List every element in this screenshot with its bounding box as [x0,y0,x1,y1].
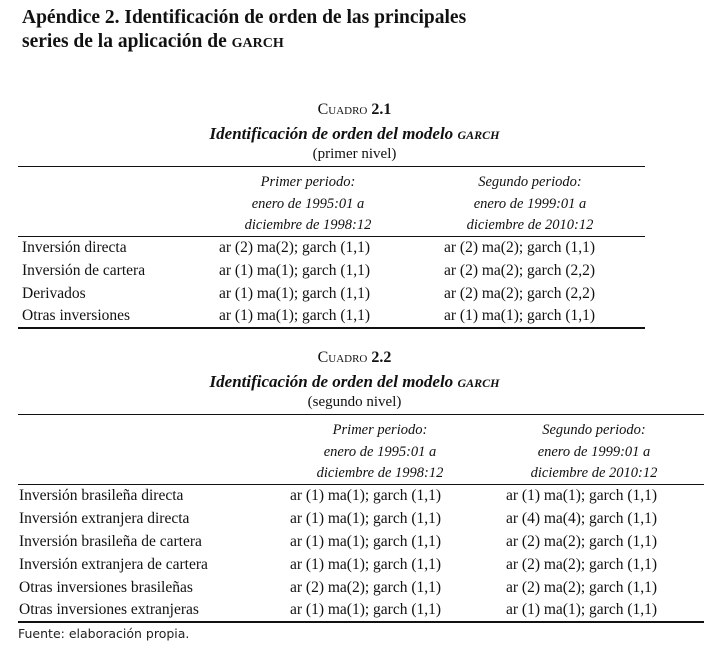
cuadro-1-title: Identificación de orden del modelo garch [209,124,500,143]
cuadro-1-period-1-header: Primer periodo: enero de 1995:01 a diciembre de 1998:12 [244,174,372,233]
cuadro-1-subtitle: (primer nivel) [312,146,397,162]
appendix-title [22,6,682,54]
appendix-title-line1: Apéndice 2. Identificación de orden de las principales [22,7,467,28]
appendix-title-line2: series de la aplicación de garch [22,31,284,52]
cuadro-1-bottom-rule [18,327,645,329]
cuadro-1-top-rule [18,166,645,167]
cuadro-2-period-2-header: Segundo periodo: enero de 1999:01 a diciembre de 2010:12 [530,422,658,481]
cuadro-2-period-1-header: Primer periodo: enero de 1995:01 a diciembre de 1998:12 [316,422,444,481]
cuadro-1-label: Cuadro 2.1 [317,101,392,118]
cuadro-2-top-rule [18,414,704,415]
cuadro-2-label: Cuadro 2.2 [317,349,392,366]
cuadro-2-bottom-rule [18,621,704,623]
cuadro-1-period-2-header: Segundo periodo: enero de 1999:01 a diciembre de 2010:12 [466,174,594,233]
source-note: Fuente: elaboración propia. [18,626,190,641]
cuadro-2-subtitle: (segundo nivel) [307,394,402,410]
garch-smallcaps: garch [231,31,284,52]
cuadro-2-title: Identificación de orden del modelo garch [209,372,500,391]
